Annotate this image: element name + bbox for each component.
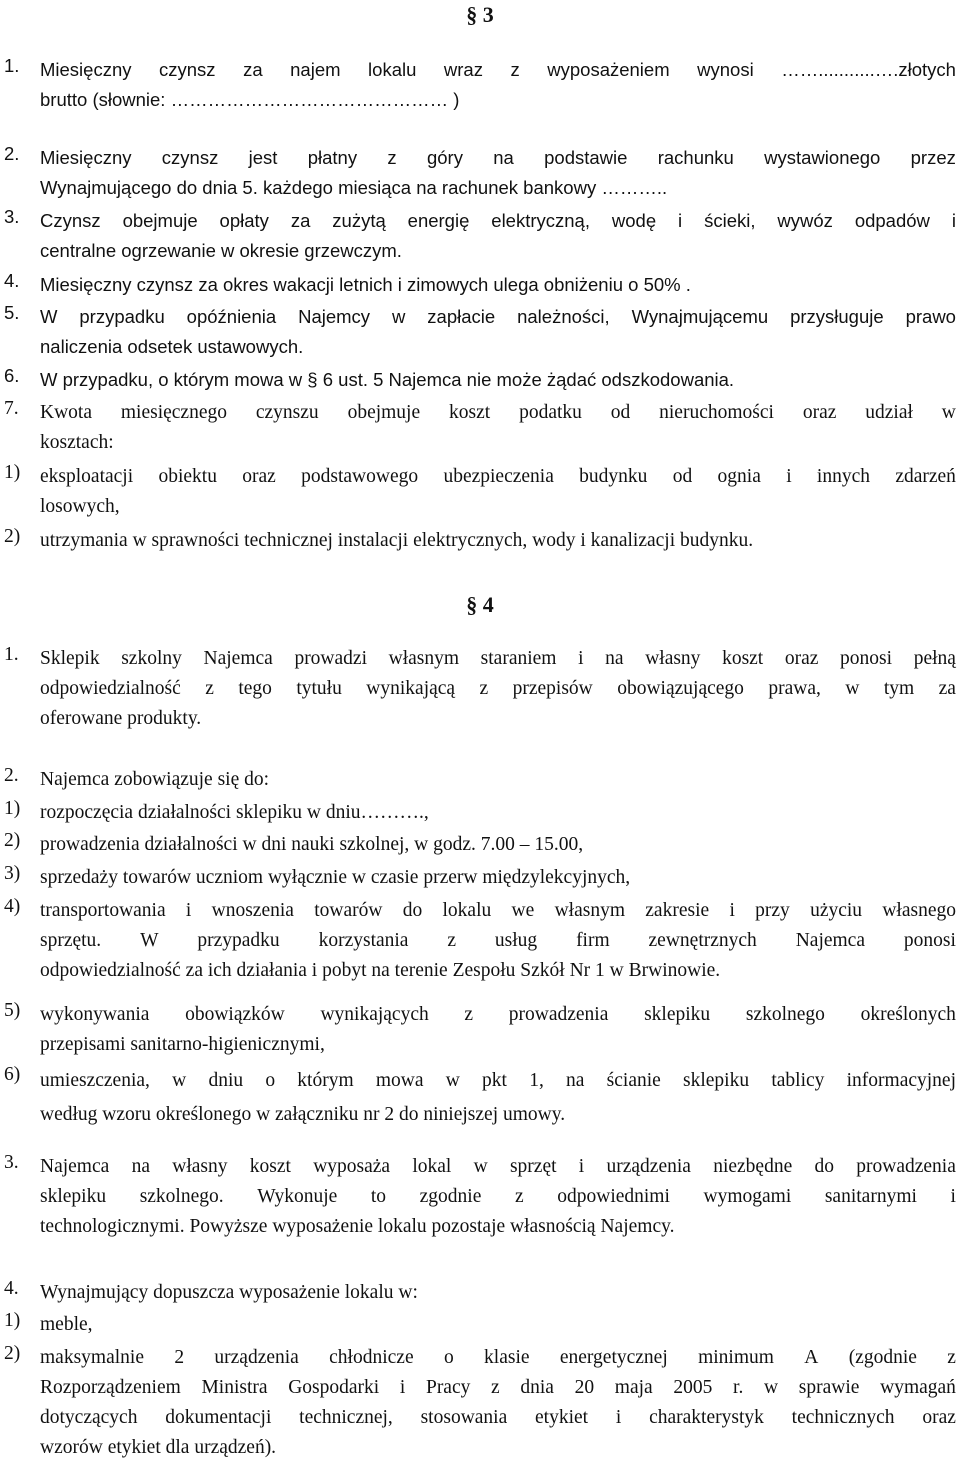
item-number: 4.: [4, 270, 20, 291]
item-line: maksymalnie 2 urządzenia chłodnicze o klasie energetycznej minimum A (zgodnie z: [40, 1347, 956, 1368]
item-line: naliczenia odsetek ustawowych.: [40, 336, 304, 357]
item-line: brutto (słownie: ……………………………………… ): [40, 89, 460, 110]
item-line: sprzętu. W przypadku korzystania z usług firm zewnętrznych Najemca ponosi: [40, 930, 956, 951]
item-number: 3.: [4, 206, 20, 227]
item-number: 3.: [4, 1152, 19, 1173]
item-line: sklepiku szkolnego. Wykonuje to zgodnie z odpowiednimi wymogami sanitarnymi i: [40, 1186, 956, 1207]
item-line: odpowiedzialność z tego tytułu wynikającą z przepisów obowiązującego prawa, w tym za: [40, 678, 956, 699]
item-line: oferowane produkty.: [40, 708, 202, 729]
item-line: W przypadku opóźnienia Najemcy w zapłacie należności, Wynajmującemu przysługuje prawo: [40, 306, 956, 327]
item-line: Najemca na własny koszt wyposaża lokal w sprzęt i urządzenia niezbędne do prowadzenia: [40, 1156, 956, 1177]
item-line: Najemca zobowiązuje się do:: [40, 769, 270, 790]
item-number: 1): [4, 798, 21, 819]
section-4-heading: § 4: [466, 592, 494, 617]
item-line: przepisami sanitarno-higienicznymi,: [40, 1034, 325, 1055]
item-number: 5.: [4, 302, 20, 323]
item-line: Rozporządzeniem Ministra Gospodarki i Pracy z dnia 20 maja 2005 r. w sprawie wymagań: [40, 1377, 956, 1398]
item-line: prowadzenia działalności w dni nauki szkolnej, w godz. 7.00 – 15.00,: [40, 834, 584, 855]
item-line: Czynsz obejmuje opłaty za zużytą energię elektryczną, wodę i ścieki, wywóz odpadów i: [40, 210, 956, 231]
item-number: 7.: [4, 398, 19, 419]
item-line: Miesięczny czynsz jest płatny z góry na podstawie rachunku wystawionego przez: [40, 147, 956, 168]
item-number: 6.: [4, 365, 20, 386]
item-line: Kwota miesięcznego czynszu obejmuje koszt podatku od nieruchomości oraz udział w: [40, 402, 956, 423]
item-number: 2): [4, 526, 21, 547]
item-number: 3): [4, 863, 21, 884]
item-number: 4): [4, 896, 21, 917]
item-line: sprzedaży towarów uczniom wyłącznie w czasie przerw międzylekcyjnych,: [40, 867, 631, 888]
item-number: 2): [4, 1343, 21, 1364]
item-line: dotyczących dokumentacji technicznej, stosowania etykiet i charakterystyk technicznych oraz: [40, 1407, 956, 1428]
item-line: Sklepik szkolny Najemca prowadzi własnym staraniem i na własny koszt oraz ponosi pełną: [40, 648, 956, 669]
item-number: 1): [4, 1310, 21, 1331]
item-number: 1): [4, 462, 21, 483]
item-number: 1.: [4, 644, 19, 665]
item-line: odpowiedzialność za ich działania i pobyt na terenie Zespołu Szkół Nr 1 w Brwinowie.: [40, 960, 721, 981]
item-line: Wynajmującego do dnia 5. każdego miesiąca na rachunek bankowy ………..: [40, 177, 668, 198]
item-number: 2.: [4, 765, 19, 786]
item-line: wykonywania obowiązków wynikających z prowadzenia sklepiku szkolnego określonych: [40, 1004, 956, 1025]
item-line: umieszczenia, w dniu o którym mowa w pkt 1, na ścianie sklepiku tablicy informacyjnej: [40, 1070, 956, 1091]
item-line: W przypadku, o którym mowa w § 6 ust. 5 Najemca nie może żądać odszkodowania.: [40, 369, 735, 390]
item-number: 4.: [4, 1278, 19, 1299]
item-line: technologicznymi. Powyższe wyposażenie lokalu pozostaje własnością Najemcy.: [40, 1216, 675, 1237]
item-line: Miesięczny czynsz za okres wakacji letnich i zimowych ulega obniżeniu o 50% .: [40, 274, 691, 295]
item-line: Wynajmujący dopuszcza wyposażenie lokalu w:: [40, 1282, 418, 1303]
item-line: transportowania i wnoszenia towarów do lokalu we własnym zakresie i przy użyciu własnego: [40, 900, 956, 921]
item-line: centralne ogrzewanie w okresie grzewczym.: [40, 240, 402, 261]
item-line: eksploatacji obiektu oraz podstawowego ubezpieczenia budynku od ognia i innych zdarzeń: [40, 466, 956, 487]
item-number: 5): [4, 1000, 21, 1021]
item-line: wzorów etykiet dla urządzeń).: [40, 1437, 277, 1458]
item-line: meble,: [40, 1314, 93, 1335]
item-line: rozpoczęcia działalności sklepiku w dniu……….,: [40, 802, 429, 823]
item-number: 1.: [4, 55, 20, 76]
item-number: 6): [4, 1064, 21, 1085]
item-line: Miesięczny czynsz za najem lokalu wraz z wyposażeniem wynosi ……...........….złotych: [40, 59, 956, 80]
item-line: kosztach:: [40, 432, 114, 453]
item-line: utrzymania w sprawności technicznej instalacji elektrycznych, wody i kanalizacji budynku.: [40, 530, 754, 551]
item-number: 2.: [4, 143, 20, 164]
section-3-heading: § 3: [466, 2, 494, 27]
item-line: losowych,: [40, 496, 120, 517]
item-number: 2): [4, 830, 21, 851]
item-line: według wzoru określonego w załączniku nr 2 do niniejszej umowy.: [40, 1104, 566, 1125]
